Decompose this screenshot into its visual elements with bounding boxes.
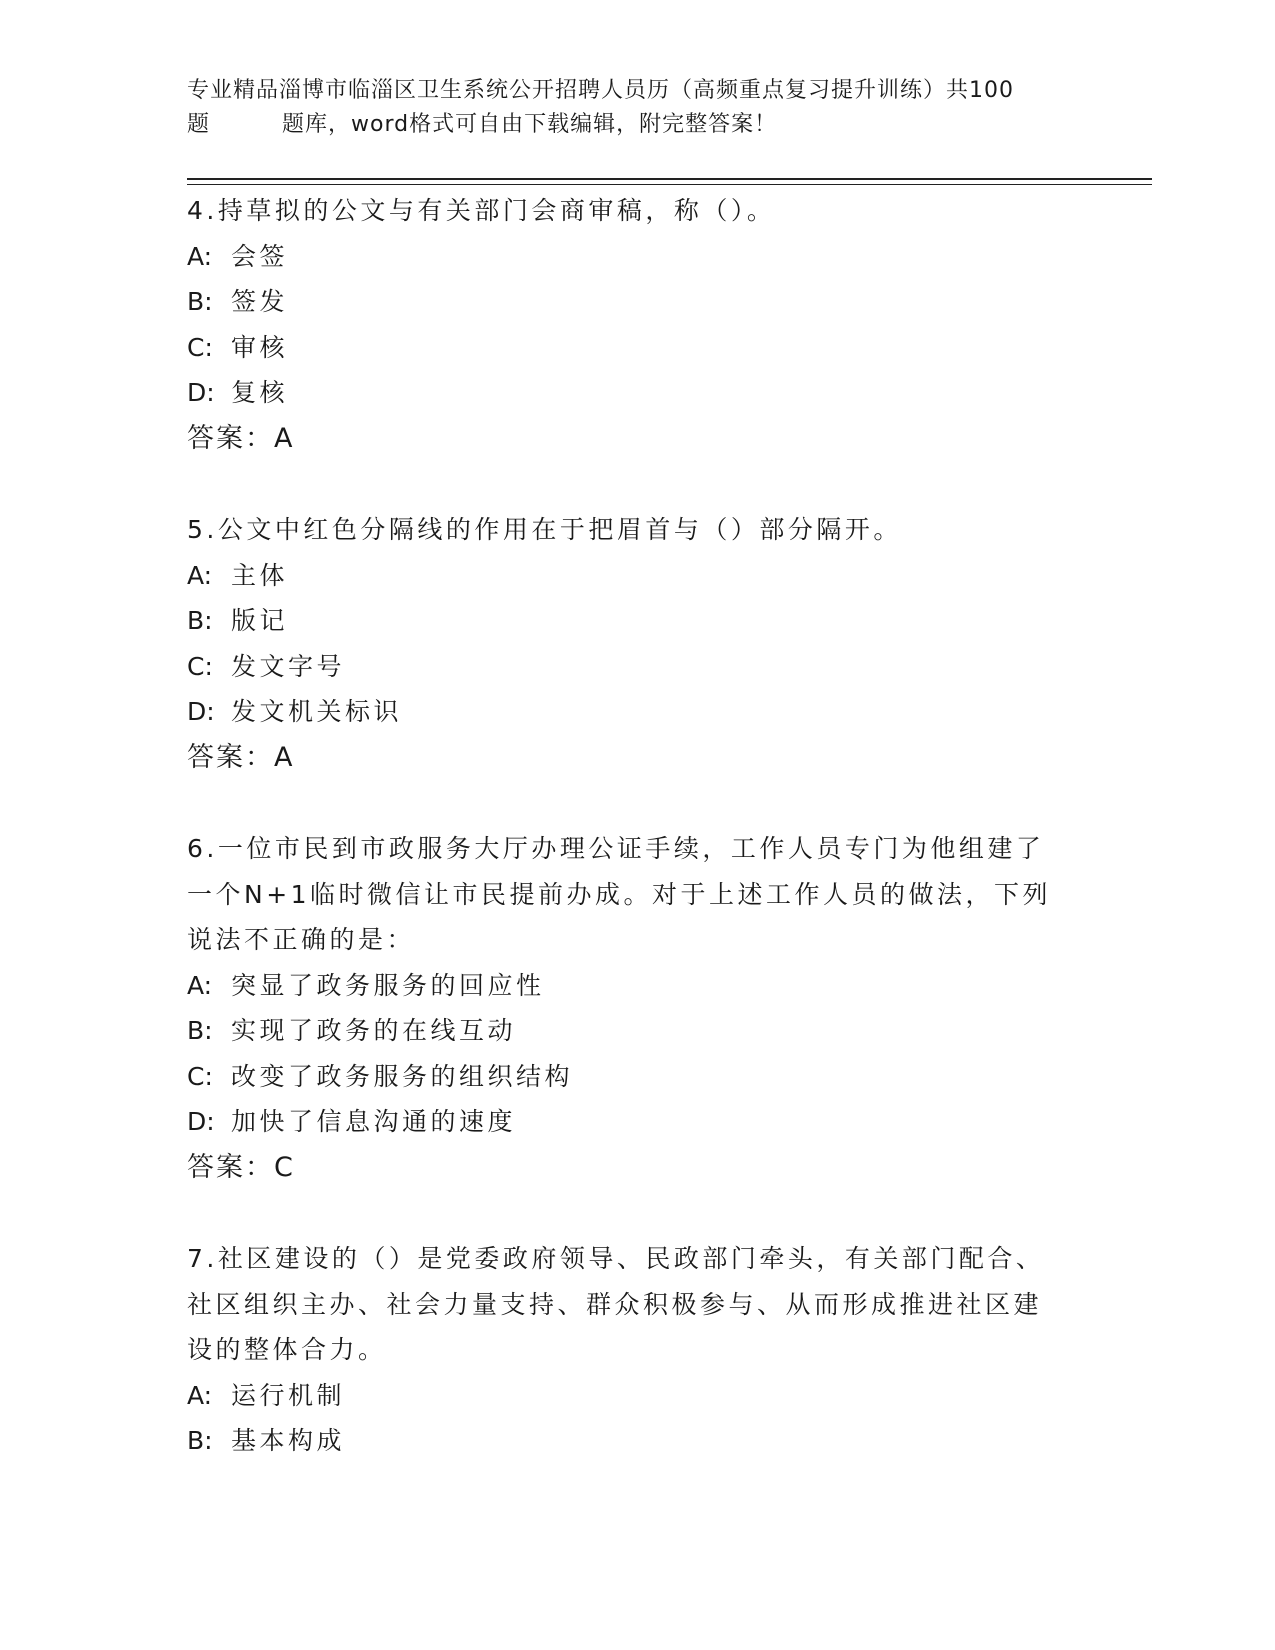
question-text: 4.持草拟的公文与有关部门会商审稿，称（）。 [187,196,776,225]
option-key: C: [187,1061,213,1091]
header-line-1: 专业精品淄博市临淄区卫生系统公开招聘人员历（高频重点复习提升训练）共100 [187,78,1014,103]
option-text: 加快了信息沟通的速度 [231,1107,517,1136]
question-list [187,188,1067,1510]
option-c [187,644,1067,690]
option-a [187,234,1067,280]
option-text: 突显了政务服务的回应性 [231,970,545,1000]
question-7 [187,1236,1067,1464]
option-text: 版记 [231,606,289,635]
option-key: B: [187,287,213,316]
header-line-2: 题库，word格式可自由下载编辑，附完整答案！ [282,112,778,137]
option-key: A: [187,1380,213,1410]
option-text: 实现了政务的在线互动 [231,1016,517,1045]
option-a [187,553,1067,599]
option-key: B: [187,1016,213,1045]
header-divider-thick [187,178,1152,180]
option-key: D: [187,378,215,407]
option-a [187,963,1067,1009]
option-key: B: [187,1426,213,1455]
document-header [187,74,1087,142]
question-text: 6.一位市民到市政服务大厅办理公证手续，工作人员专门为他组建了一个N+1临时微信让市民提前办成。对于上述工作人员的做法，下列说法不正确的是： [187,834,1052,954]
question-5 [187,507,1067,780]
question-4 [187,188,1067,461]
option-d [187,1099,1067,1145]
option-text: 主体 [231,560,289,590]
option-key: D: [187,1107,215,1136]
option-text: 会签 [231,241,289,271]
option-key: A: [187,241,213,271]
option-text: 复核 [231,378,289,407]
option-d [187,689,1067,735]
option-c [187,1054,1067,1100]
answer-line: 答案：C [187,1151,295,1183]
option-text: 改变了政务服务的组织结构 [231,1061,574,1091]
option-key: A: [187,560,213,590]
option-b [187,279,1067,325]
option-b [187,1008,1067,1054]
option-b [187,598,1067,644]
option-d [187,370,1067,416]
answer-line: 答案：A [187,741,295,773]
option-text: 签发 [231,287,289,316]
option-text: 基本构成 [231,1426,346,1455]
question-6 [187,826,1067,1190]
question-text: 7.社区建设的（）是党委政府领导、民政部门牵头，有关部门配合、社区组织主办、社会力量支持、群众积极参与、从而形成推进社区建设的整体合力。 [187,1244,1045,1364]
option-text: 运行机制 [231,1380,346,1410]
option-key: B: [187,606,213,635]
header-line-2-prefix: 题 [187,112,211,137]
option-a [187,1373,1067,1419]
option-text: 审核 [231,332,289,362]
header-divider-thin [187,184,1152,185]
option-key: C: [187,651,213,681]
question-text: 5.公文中红色分隔线的作用在于把眉首与（）部分隔开。 [187,515,902,544]
option-text: 发文字号 [231,651,346,681]
option-key: D: [187,697,215,726]
option-key: A: [187,970,213,1000]
option-key: C: [187,332,213,362]
option-c [187,325,1067,371]
answer-line: 答案：A [187,422,295,454]
option-b [187,1418,1067,1464]
option-text: 发文机关标识 [231,697,403,726]
